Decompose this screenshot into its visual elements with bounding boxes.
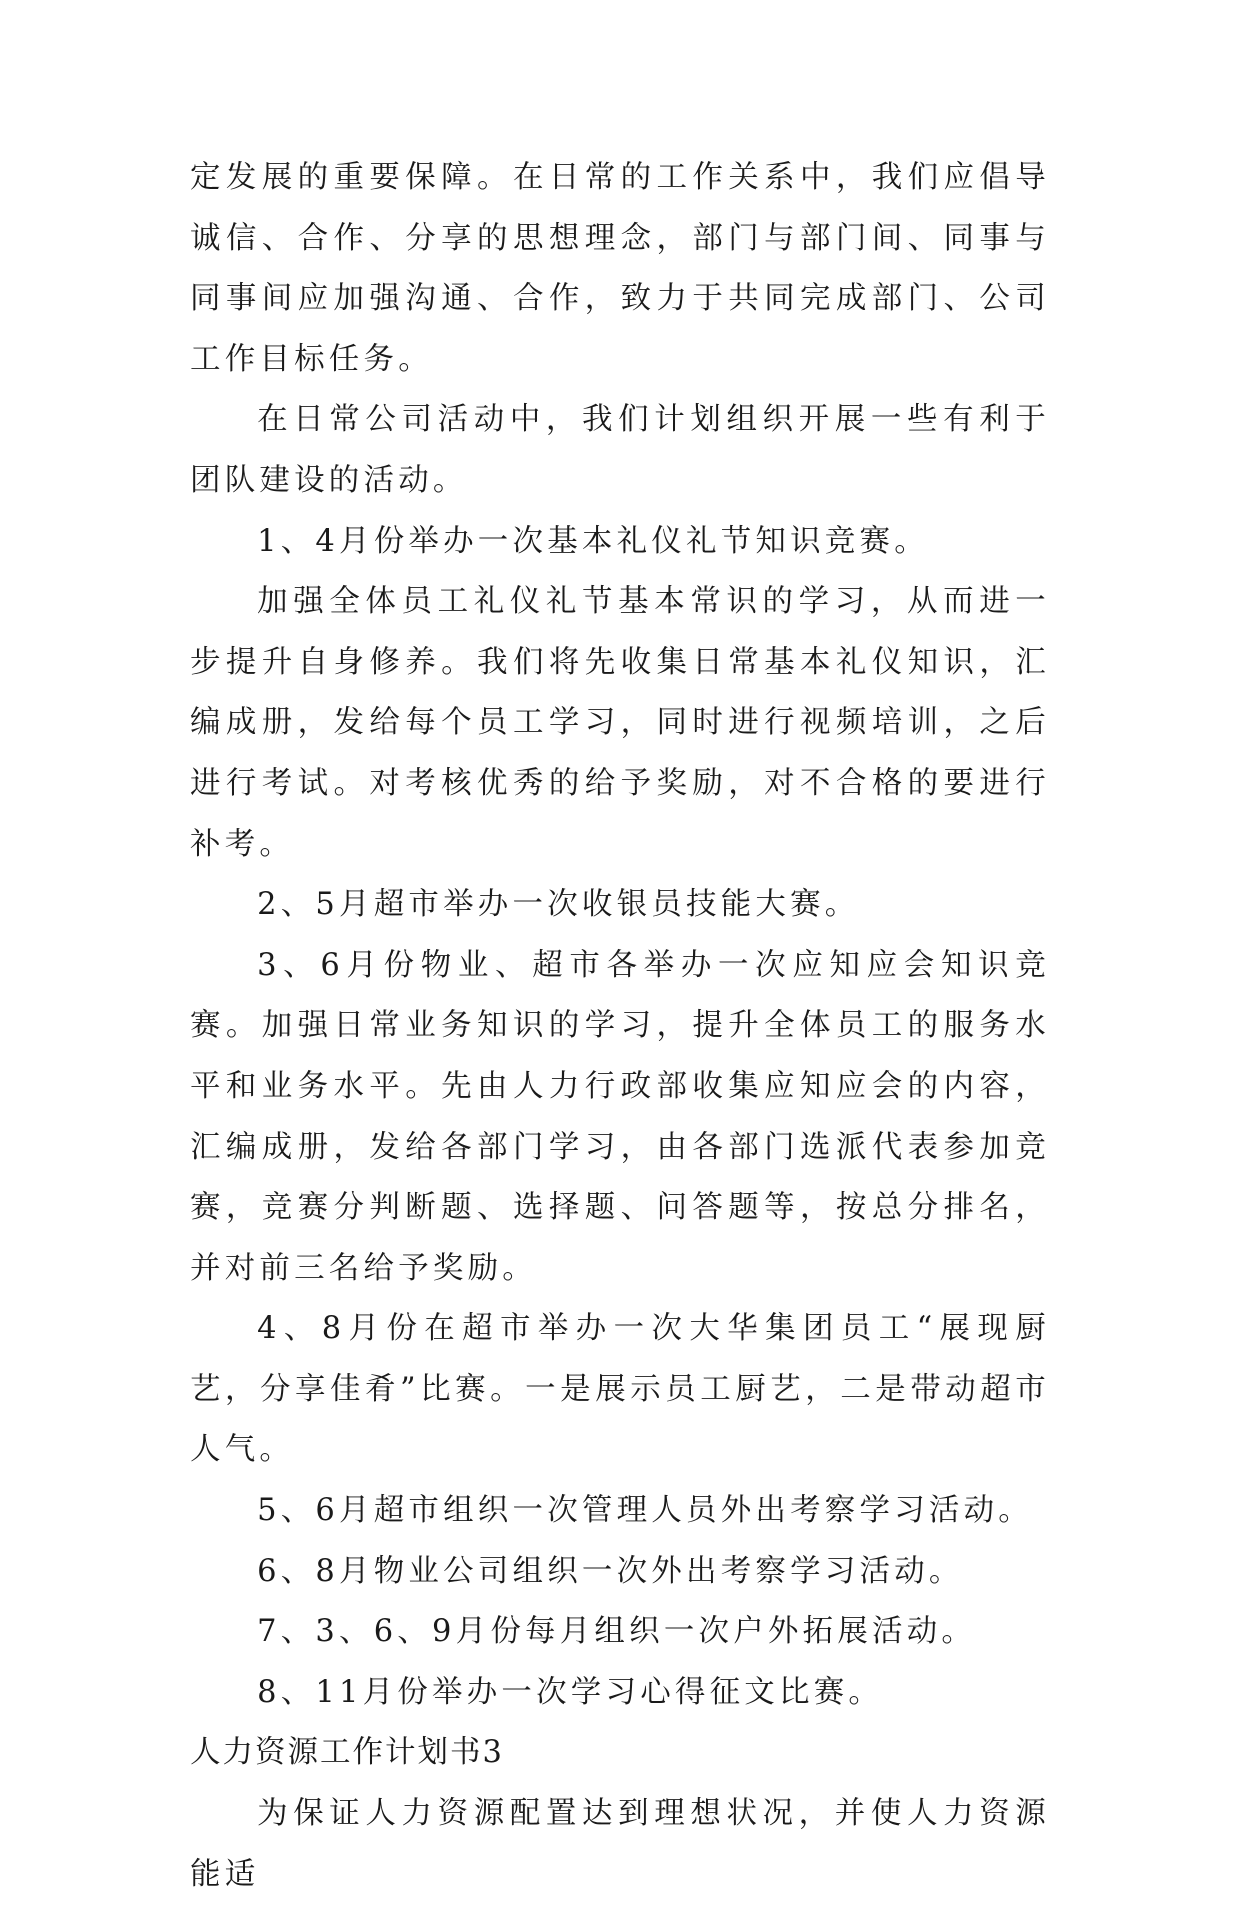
list-item-8: 8、11月份举办一次学习心得征文比赛。 — [257, 1674, 884, 1710]
paragraph-1: 定发展的重要保障。在日常的工作关系中，我们应倡导诚信、合作、分享的思想理念，部门与部门间、同事与同事间应加强沟通、合作，致力于共同完成部门、公司工作目标任务。 — [190, 160, 1050, 377]
list-item-5: 5、6月超市组织一次管理人员外出考察学习活动。 — [257, 1493, 1034, 1529]
paragraph-2: 在日常公司活动中，我们计划组织开展一些有利于团队建设的活动。 — [190, 402, 1050, 498]
paragraph-3: 加强全体员工礼仪礼节基本常识的学习，从而进一步提升自身修养。我们将先收集日常基本礼仪知识，汇编成册，发给每个员工学习，同时进行视频培训，之后进行考试。对考核优秀的给予奖励，对不合格的要进行补考。 — [190, 584, 1050, 862]
list-item-2: 2、5月超市举办一次收银员技能大赛。 — [257, 887, 860, 923]
list-item-4: 4、8月份在超市举办一次大华集团员工“展现厨艺，分享佳肴”比赛。一是展示员工厨艺，二是带动超市人气。 — [190, 1311, 1050, 1468]
section-heading: 人力资源工作计划书3 — [190, 1735, 504, 1771]
list-item-1: 1、4月份举办一次基本礼仪礼节知识竞赛。 — [257, 523, 929, 559]
list-item-7: 7、3、6、9月份每月组织一次户外拓展活动。 — [257, 1614, 977, 1650]
list-item-6: 6、8月物业公司组织一次外出考察学习活动。 — [257, 1553, 964, 1589]
document-body — [190, 148, 1050, 1905]
closing-paragraph: 为保证人力资源配置达到理想状况，并使人力资源能适 — [190, 1796, 1050, 1892]
list-item-3: 3、6月份物业、超市各举办一次应知应会知识竞赛。加强日常业务知识的学习，提升全体员工的服务水平和业务水平。先由人力行政部收集应知应会的内容，汇编成册，发给各部门学习，由各部门选派代表参加竞赛，竞赛分判断题、选择题、问答题等，按总分排名，并对前三名给予奖励。 — [190, 947, 1050, 1286]
